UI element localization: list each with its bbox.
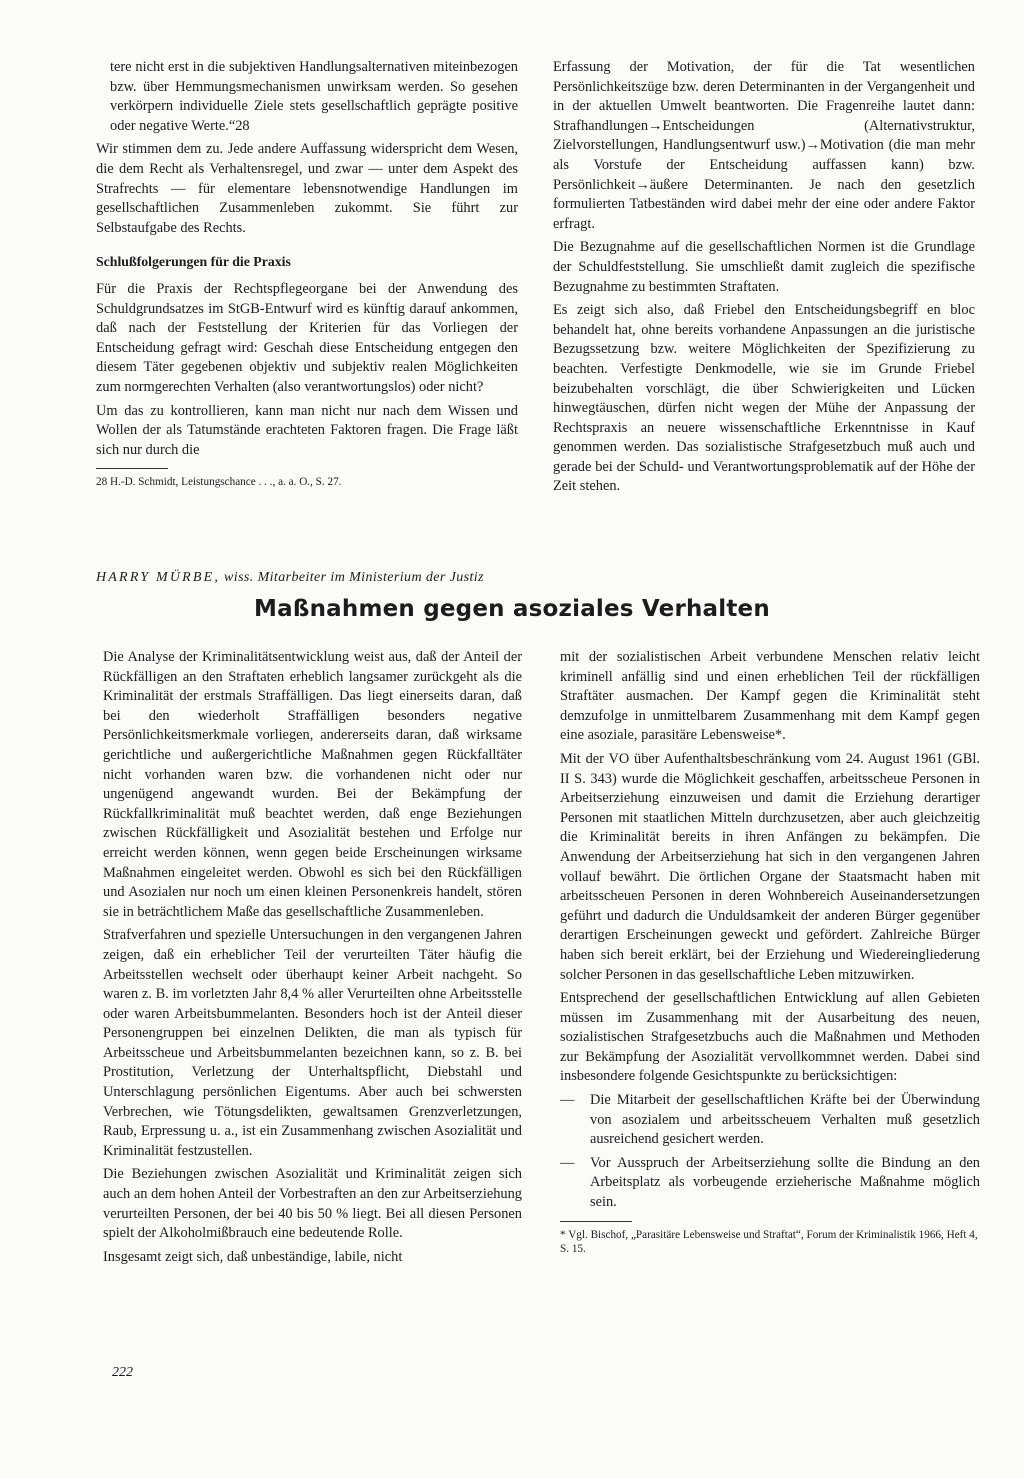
article-byline [96,570,716,586]
top-left-column [96,58,518,493]
paragraph: mit der sozialistischen Arbeit verbundene Menschen relativ leicht kriminell anfällig sind und einen erheblichen Teil der rückfälligen Straftäter ausmachen. Der Kampf gegen die Kriminalität steht demzufolge in unmittelbarem Zusammenhang mit dem Kampf gegen eine asoziale, parasitäre Lebensweise*. [560,649,980,744]
paragraph: Um das zu kontrollieren, kann man nicht nur nach dem Wissen und Wollen der als Tatumstände erachteten Faktoren fragen. Die Frage läßt sich nur durch die [96,402,518,458]
list-item [560,1154,980,1213]
footnote: * Vgl. Bischof, „Parasitäre Lebensweise und Straftat“, Forum der Kriminalistik 1966, Heft 4, S. 15. [560,1228,978,1255]
dash-bullet: — [560,1092,575,1109]
paragraph: Mit der VO über Aufenthaltsbeschränkung vom 24. August 1961 (GBl. II S. 343) wurde die Möglichkeit geschaffen, arbeitsscheue Personen in Arbeitserziehung einzuweisen und damit die Erziehung derartiger Personen mit staatlichen Mitteln durchzusetzen, aber auch gleichzeitig die Kriminalität bereits in ihren Anfängen zu bekämpfen. Die Anwendung der Arbeitserziehung hat sich in den vergangenen Jahren vollauf bewährt. Die örtlichen Organe der Staatsmacht haben mit arbeitsscheuen Personen in deren Wohnbereich Auseinandersetzungen geführt und dadurch die Unduldsamkeit der anderen Bürger gegenüber derartigen Erscheinungen geweckt und gefördert. Zahlreiche Bürger haben sich bereit erklärt, bei der Erziehung und Wiedereingliederung solcher Personen in das gesellschaftliche Leben mitzuwirken. [560,750,980,983]
page-number: 222 [112,1365,133,1380]
paragraph: Insgesamt zeigt sich, daß unbeständige, labile, nicht [103,1248,403,1265]
dash-bullet: — [560,1154,575,1171]
paragraph: Es zeigt sich also, daß Friebel den Entscheidungsbegriff en bloc behandelt hat, ohne bereits vorhandene Anpassungen an die juristische Bezugssetzung bzw. weitere Möglichkeiten der Spezifizierung zu beachten. Verfestigte Denkmodelle, wie sie im Grunde Friebel beizubehalten vorschlägt, die über Schwierigkeiten und Lücken hinwegtäuschen, dürfen nicht wegen der Mühe der Anpassung der Rechtspraxis an neuere wissenschaftliche Erkenntnisse in Kauf genommen werden. Das sozialistische Strafgesetzbuch muß auch und gerade bei der Schuld- und Verantwortungsproblematik auf der Höhe der Zeit stehen. [553,302,975,495]
section-subheading: Schlußfolgerungen für die Praxis [96,254,291,270]
dash-list [560,1091,980,1213]
paragraph: Die Bezugnahme auf die gesellschaftlichen Normen ist die Grundlage der Schuldfeststellung. Sie umschließt damit zugleich die spezifische Bezugnahme zu bestimmten Straftaten. [553,239,975,295]
paragraph: Für die Praxis der Rechtspflegeorgane bei der Anwendung des Schuldgrundsatzes im StGB-Entwurf wird es künftig darauf ankommen, daß nach der Feststellung der Kriterien für das Vorliegen der Entscheidung gefragt wird: Geschah diese Entscheidung entgegen den diesem Täter gegebenen objektiv und subjektiv realen Möglichkeiten zum normgerechten Verhalten (also verantwortungslos) oder nicht? [96,280,518,395]
bottom-left-column [103,648,522,1271]
paragraph: Strafverfahren und spezielle Untersuchungen in den vergangenen Jahren zeigen, daß ein erheblicher Teil der verurteilten Täter häufig die Arbeitsstellen wechselt oder überhaupt keiner Arbeit nachgeht. So waren z. B. im vorletzten Jahr 8,4 % aller Verurteilten ohne Arbeitsstelle oder waren Arbeitsbummelanten. Besonders hoch ist der Anteil dieser Personengruppen bei einzelnen Delikten, die man als typisch für Arbeitsscheue und Arbeitsbummelanten bezeichnen kann, so z. B. bei Prostitution, Verletzung der Unterhaltspflicht, Diebstahl und Unterschlagung persönlichen Eigentums. Aber auch bei schwersten Verbrechen, wie Tötungsdelikten, gewaltsamen Grenzverletzungen, Raub, Erpressung u. a., ist ein Zusammenhang zwischen Asozialität und Kriminalität festzustellen. [103,927,522,1159]
footnote-rule [560,1221,632,1222]
list-item-text: Die Mitarbeit der gesellschaftlichen Kräfte bei der Überwindung von asozialem und arbeitsscheuem Verhalten muß gesetzlich ausreichend gesichert werden. [590,1092,980,1148]
article-title: Maßnahmen gegen asoziales Verhalten [254,596,770,622]
author-affiliation: wiss. Mitarbeiter im Ministerium der Justiz [224,570,484,585]
paragraph: Die Beziehungen zwischen Asozialität und Kriminalität zeigen sich auch an dem hohen Anteil der Vorbestraften an den zur Arbeitserziehung verurteilten Personen, der bei 40 bis 50 % liegt. Bei all diesen Personen spielt der Alkoholmißbrauch eine bedeutende Rolle. [103,1166,522,1242]
paragraph: Erfassung der Motivation, der für die Tat wesentlichen Persönlichkeitszüge bzw. deren Determinanten in der Vergangenheit und in der aktuellen Umwelt beantworten. Die Fragenreihe lautet dann: Strafhandlungen→Entscheidungen (Alternativstruktur, Zielvorstellungen, Handlungsentwurf usw.)→Motivation (die man mehr als Vorstufe der Entscheidung auffassen kann) bzw. Persönlichkeit→äußere Determinanten. Je nach den gesetzlich formulierten Tatbeständen wird dabei mehr der eine oder andere Faktor erfragt. [553,59,975,232]
top-right-column [553,58,975,501]
footnote-rule [96,468,168,469]
paragraph: Entsprechend der gesellschaftlichen Entwicklung auf allen Gebieten müssen im Zusammenhang mit der Ausarbeitung des neuen, sozialistischen Strafgesetzbuchs auch die Maßnahmen und Methoden zur Bekämpfung der Asozialität vervollkommnet werden. Dabei sind insbesondere folgende Gesichtspunkte zu berücksichtigen: [560,990,980,1085]
footnote: 28 H.-D. Schmidt, Leistungschance . . ., a. a. O., S. 27. [96,476,342,489]
bottom-right-column [560,648,980,1260]
author-name: HARRY MÜRBE, [96,570,221,585]
paragraph: Wir stimmen dem zu. Jede andere Auffassung widerspricht dem Wesen, die dem Recht als Verhaltensregel, und zwar — unter dem Aspekt des Strafrechts — für elementare lebensnotwendige Handlungen im gesellschaftlichen Zusammenleben zukommt. Sie führt zur Selbstaufgabe des Rechts. [96,141,518,236]
list-item-text: Vor Ausspruch der Arbeitserziehung sollte die Bindung an den Arbeitsplatz als vorbeugende erzieherische Maßnahme möglich sein. [590,1154,980,1211]
block-quote: tere nicht erst in die subjektiven Handlungsalternativen miteinbezogen bzw. über Hemmungsmechanismen unwirksam werden. So gesehen verkörpern individuelle Ziele stets gesellschaftlich geprägte positive oder negative Werte.“28 [110,59,518,134]
paragraph: Die Analyse der Kriminalitätsentwicklung weist aus, daß der Anteil der Rückfälligen an den Straftaten erheblich langsamer zurückgeht als die Kriminalität der erstmals Straffälligen. Das liegt einerseits daran, daß bei den wiederholt Straffälligen besonders negative Persönlichkeitsmerkmale vorliegen, andererseits daran, daß wirksame gerichtliche und außergerichtliche Maßnahmen gegen Rückfalltäter nicht vorhanden waren bzw. die vorhandenen nicht oder nur ungenügend angewandt wurden. Bei der Bekämpfung der Rückfallkriminalität muß beachtet werden, daß enge Beziehungen zwischen Rückfälligkeit und Asozialität bestehen und Erfolge nur erreicht werden können, wenn gegen beide Erscheinungen wirksame Maßnahmen eingeleitet werden. Obwohl es sich bei den Rückfälligen und Asozialen nur noch um einen kleinen Personenkreis handelt, stören sie in beträchtlichem Maße das gesellschaftliche Zusammenleben. [103,649,522,920]
list-item [560,1091,980,1150]
